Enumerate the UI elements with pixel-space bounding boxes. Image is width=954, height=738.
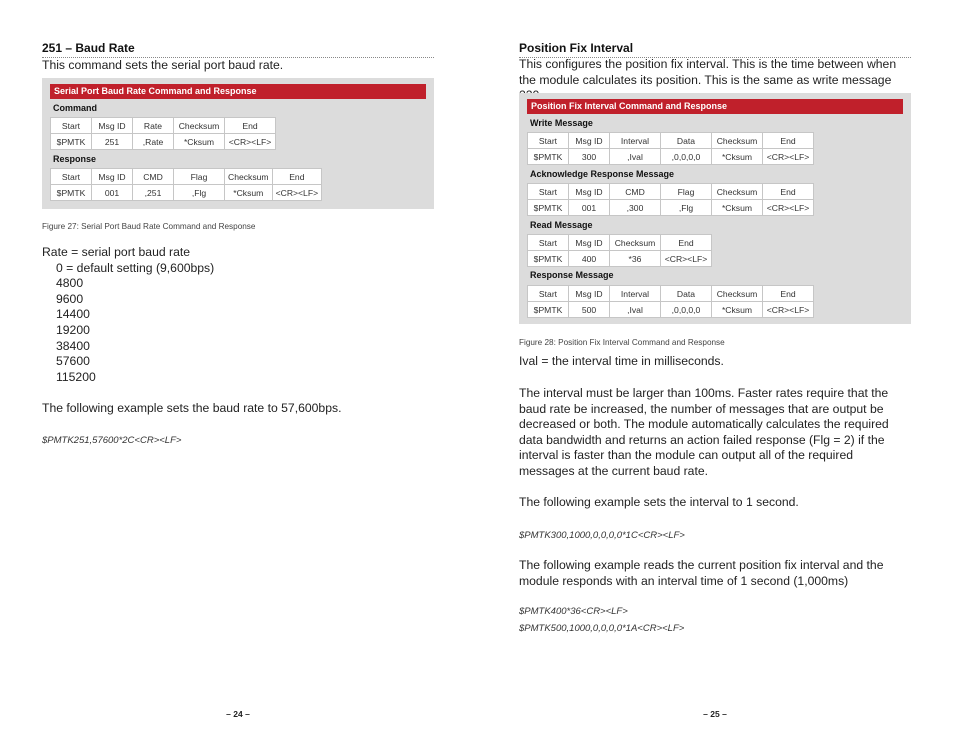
- table-row: [528, 235, 712, 251]
- figure-caption: Figure 28: Position Fix Interval Command and Response: [519, 338, 725, 347]
- table-row: [528, 302, 814, 318]
- table-cell: <CR><LF>: [272, 185, 322, 201]
- table-cell: Msg ID: [92, 169, 133, 185]
- list-item: 38400: [56, 338, 90, 353]
- table-cell: 001: [92, 185, 133, 201]
- table-row: [528, 133, 814, 149]
- command-label: Command: [53, 103, 98, 113]
- table-cell: $PMTK: [528, 302, 569, 318]
- table-row: [51, 169, 322, 185]
- table-cell: ,0,0,0,0: [661, 149, 712, 165]
- table-cell: Data: [661, 286, 712, 302]
- table-row: [51, 185, 322, 201]
- table-cell: <CR><LF>: [763, 149, 814, 165]
- table-cell: Interval: [610, 286, 661, 302]
- page-number: – 25 –: [703, 709, 727, 719]
- table-cell: ,Flg: [174, 185, 225, 201]
- table-cell: *36: [610, 251, 661, 267]
- table-cell: ,Rate: [133, 134, 174, 150]
- table-row: [528, 251, 712, 267]
- example2-code-a: $PMTK400*36<CR><LF>: [519, 606, 628, 617]
- intro-text: This configures the position fix interval. This is the time between when the module calculates its position. This is the same as write message: [519, 57, 897, 87]
- example2-code-b: $PMTK500,1000,0,0,0,0*1A<CR><LF>: [519, 623, 685, 634]
- box-title: Position Fix Interval Command and Response: [527, 99, 903, 114]
- table-cell: CMD: [133, 169, 174, 185]
- table-cell: $PMTK: [528, 200, 569, 216]
- ack-message-label: Acknowledge Response Message: [530, 169, 675, 179]
- list-item: 19200: [56, 322, 90, 337]
- table-cell: Interval: [610, 133, 661, 149]
- page-number: – 24 –: [226, 709, 250, 719]
- table-row: [528, 184, 814, 200]
- table-cell: Checksum: [174, 118, 225, 134]
- figure-caption: Figure 27: Serial Port Baud Rate Command and Response: [42, 222, 256, 231]
- table-cell: Data: [661, 133, 712, 149]
- command-box: [519, 93, 911, 324]
- table-cell: *Cksum: [712, 302, 763, 318]
- read-message-table: [527, 234, 712, 267]
- table-cell: 500: [569, 302, 610, 318]
- table-cell: End: [763, 133, 814, 149]
- response-label: Response: [53, 154, 97, 164]
- list-item: 115200: [56, 369, 96, 384]
- table-cell: Msg ID: [569, 184, 610, 200]
- table-cell: End: [763, 286, 814, 302]
- ival-text: Ival = the interval time in milliseconds.: [519, 354, 724, 368]
- table-cell: End: [272, 169, 322, 185]
- response-message-table: [527, 285, 814, 318]
- response-table: [50, 168, 322, 201]
- table-cell: Rate: [133, 118, 174, 134]
- table-cell: Checksum: [610, 235, 661, 251]
- section-title: 251 – Baud Rate: [42, 41, 434, 58]
- table-cell: $PMTK: [51, 134, 92, 150]
- table-cell: 001: [569, 200, 610, 216]
- table-cell: Msg ID: [569, 286, 610, 302]
- list-item: 0 = default setting (9,600bps): [56, 260, 215, 275]
- example-code: $PMTK251,57600*2C<CR><LF>: [42, 435, 182, 446]
- table-cell: Start: [528, 235, 569, 251]
- rate-list: [42, 245, 214, 385]
- write-message-label: Write Message: [530, 118, 593, 128]
- table-cell: Start: [528, 184, 569, 200]
- section-title: Position Fix Interval: [519, 41, 911, 58]
- table-cell: ,300: [610, 200, 661, 216]
- table-cell: $PMTK: [51, 185, 92, 201]
- table-cell: <CR><LF>: [661, 251, 712, 267]
- table-cell: Msg ID: [92, 118, 133, 134]
- table-cell: Checksum: [712, 286, 763, 302]
- table-cell: End: [661, 235, 712, 251]
- table-cell: *Cksum: [174, 134, 225, 150]
- table-cell: Start: [528, 286, 569, 302]
- table-cell: Flag: [174, 169, 225, 185]
- table-cell: *Cksum: [712, 149, 763, 165]
- table-cell: <CR><LF>: [763, 302, 814, 318]
- table-cell: 251: [92, 134, 133, 150]
- intro-text: This command sets the serial port baud rate.: [42, 58, 284, 72]
- table-cell: <CR><LF>: [763, 200, 814, 216]
- table-cell: ,0,0,0,0: [661, 302, 712, 318]
- table-cell: Msg ID: [569, 133, 610, 149]
- table-cell: Start: [51, 118, 92, 134]
- table-cell: Start: [51, 169, 92, 185]
- table-cell: End: [225, 118, 276, 134]
- table-cell: End: [763, 184, 814, 200]
- response-message-label: Response Message: [530, 270, 614, 280]
- table-row: [51, 134, 276, 150]
- table-row: [528, 200, 814, 216]
- interval-text: The interval must be larger than 100ms. Faster rates require that the baud rate be increased, the number of messages that are output be decreased or both. The module automatically calculates the required data bandwidth and returns an action failed response (Flg = 2) if the interval is faster than the module can output all of the required messages at the current baud rate.: [519, 386, 889, 478]
- command-box: [42, 78, 434, 209]
- example2-text: The following example reads the current position fix interval and the module responds with an interval time of 1 second (1,000ms): [519, 558, 884, 588]
- table-cell: *Cksum: [225, 185, 273, 201]
- table-cell: $PMTK: [528, 149, 569, 165]
- table-cell: ,Flg: [661, 200, 712, 216]
- example1-text: The following example sets the interval to 1 second.: [519, 495, 799, 509]
- list-item: 14400: [56, 307, 90, 322]
- table-cell: Checksum: [712, 184, 763, 200]
- example1-code: $PMTK300,1000,0,0,0,0*1C<CR><LF>: [519, 530, 685, 541]
- command-table: [50, 117, 276, 150]
- ack-message-table: [527, 183, 814, 216]
- rate-heading: Rate = serial port baud rate: [42, 245, 191, 259]
- table-row: [528, 149, 814, 165]
- table-cell: ,Ival: [610, 149, 661, 165]
- table-cell: Checksum: [225, 169, 273, 185]
- table-cell: Start: [528, 133, 569, 149]
- list-item: 9600: [56, 291, 84, 306]
- read-message-label: Read Message: [530, 220, 593, 230]
- table-cell: *Cksum: [712, 200, 763, 216]
- table-cell: Msg ID: [569, 235, 610, 251]
- table-cell: ,Ival: [610, 302, 661, 318]
- table-cell: 300: [569, 149, 610, 165]
- table-cell: 400: [569, 251, 610, 267]
- table-row: [51, 118, 276, 134]
- write-message-table: [527, 132, 814, 165]
- example-text: The following example sets the baud rate to 57,600bps.: [42, 401, 342, 415]
- table-row: [528, 286, 814, 302]
- table-cell: $PMTK: [528, 251, 569, 267]
- table-cell: ,251: [133, 185, 174, 201]
- box-title: Serial Port Baud Rate Command and Response: [50, 84, 426, 99]
- list-item: 4800: [56, 276, 84, 291]
- list-item: 57600: [56, 354, 90, 369]
- table-cell: Checksum: [712, 133, 763, 149]
- table-cell: CMD: [610, 184, 661, 200]
- table-cell: <CR><LF>: [225, 134, 276, 150]
- table-cell: Flag: [661, 184, 712, 200]
